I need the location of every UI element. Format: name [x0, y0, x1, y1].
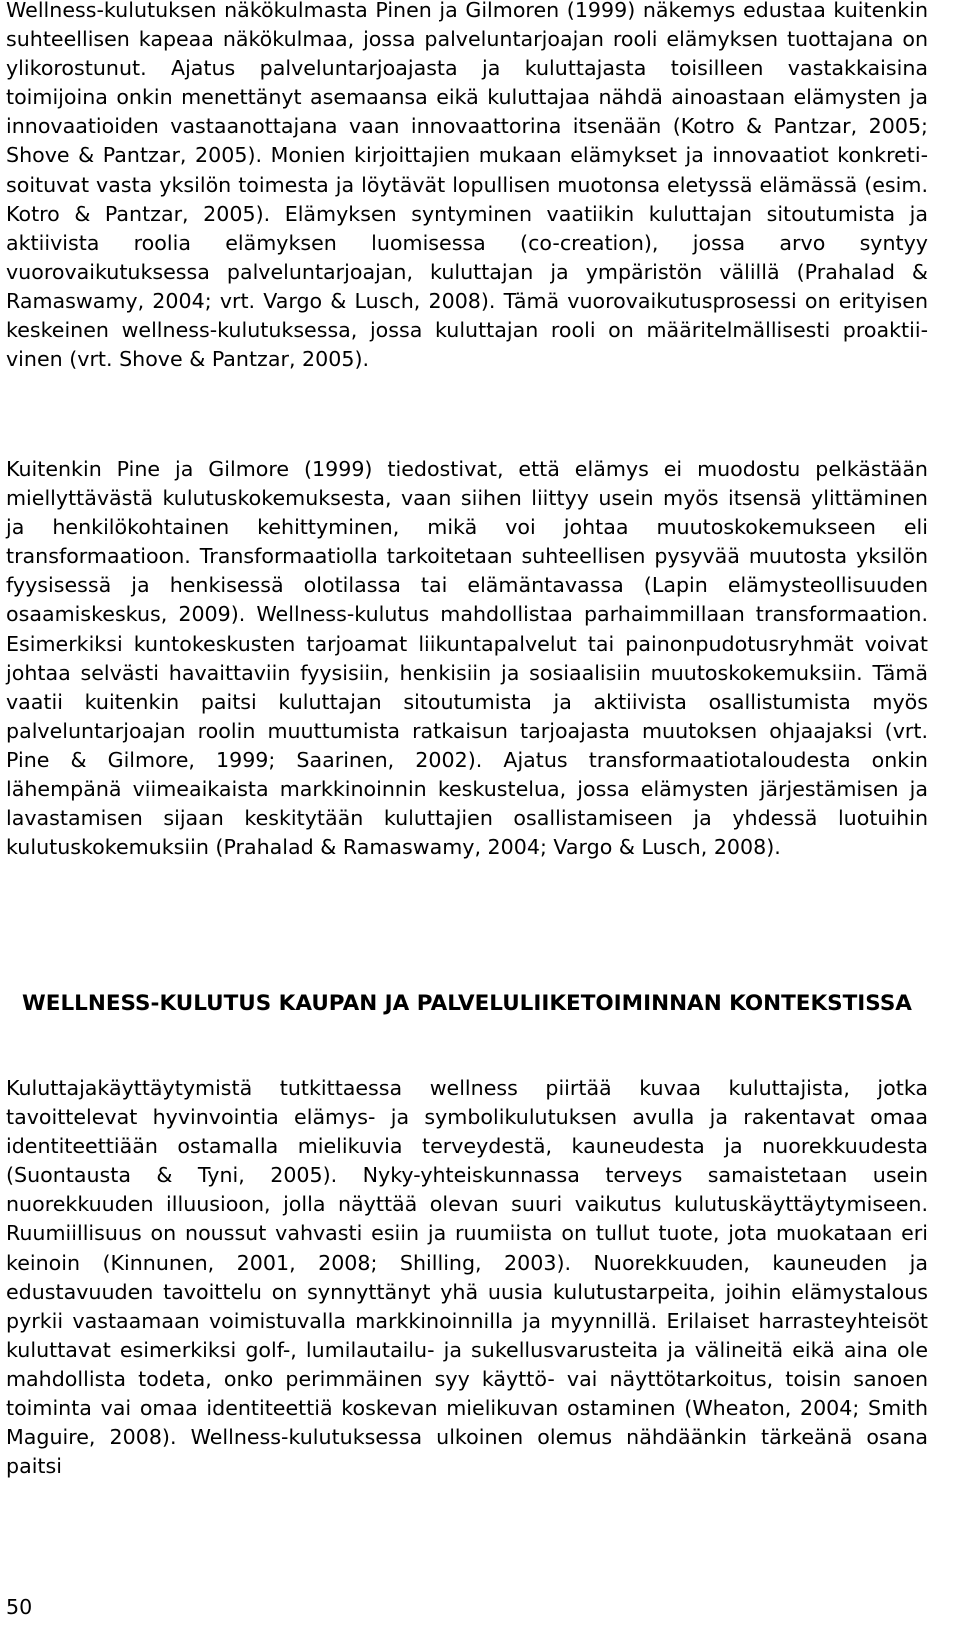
- section-heading: WELLNESS-KULUTUS KAUPAN JA PALVELULIIKETOIMINNAN KONTEKSTISSA: [22, 991, 912, 1016]
- body-paragraph: Kuluttajakäyttäytymistä tutkittaessa wellness piirtää kuvaa kuluttajista, jotka tavoittelevat hyvinvointia elämys- ja symbolikulutuksen avulla ja rakentavat omaa identiteettiään ostamalla mielikuvia terveydestä, kauneudesta ja nuorekkuudesta (Suontausta & Tyni, 2005). Nyky-yhteiskunnassa terveys samaistetaan usein nuorekkuuden illuusioon, jolla näyttää olevan suuri vaikutus kulutuskäyttäytymiseen. Ruumiillisuus on noussut vahvasti esiin ja ruumiista on tullut tuote, jota muokataan eri keinoin (Kinnunen, 2001, 2008; Shilling, 2003). Nuorekkuuden, kauneuden ja edustavuuden tavoittelu on synnyttänyt yhä uusia kulutustarpeita, joihin elämystalous pyrkii vastaamaan voimistuvalla markkinoinnilla ja myynnillä. Erilaiset harrasteyhteisöt kuluttavat esimerkiksi golf-, lumilautailu- ja sukellusvarusteita ja välineitä eikä aina ole mahdollista todeta, onko perimmäinen syy käyttö- vai näyttötarkoitus, toisin sanoen toiminta vai omaa identiteettiä koskevan mielikuvan ostaminen (Wheaton, 2004; Smith Maguire, 2008). Wellness-kulutuksessa ulkoinen olemus nähdäänkin tärkeänä osana paitsi: [6, 1076, 928, 1479]
- body-paragraph: Kuitenkin Pine ja Gilmore (1999) tiedostivat, että elämys ei muodostu pelkästään miellyttävästä kulutuskokemuksesta, vaan siihen liittyy usein myös itsensä ylittäminen ja henkilökohtainen kehittyminen, mikä voi johtaa muutoskokemukseen eli transformaatioon. Transformaatiolla tarkoitetaan suhteellisen pysyvää muutosta yksilön fyysisessä ja henkisessä olotilassa tai elämäntavassa (Lapin elämysteollisuuden osaamiskeskus, 2009). Wellness-kulutus mahdollistaa parhaimmillaan transformaation. Esimerkiksi kuntokeskusten tarjoamat liikuntapalvelut tai painonpudotusryhmät voivat johtaa selvästi havaittaviin fyysisiin, henkisiin ja sosiaalisiin muutoskokemuksiin. Tämä vaatii kuitenkin paitsi kuluttajan sitoutumista ja aktiivista osallistumista myös palveluntarjoajan roolin muuttumista ratkaisun tarjoajasta muutoksen ohjaajaksi (vrt. Pine & Gilmore, 1999; Saarinen, 2002). Ajatus transformaatiotaloudesta onkin lähempänä viimeaikaista markkinoinnin keskustelua, jossa elämysten järjestämisen ja lavastamisen sijaan keskitytään kuluttajien osallistamiseen ja yhdessä luotuihin kulutuskokemuksiin (Prahalad & Ramaswamy, 2004; Vargo & Lusch, 2008).: [6, 457, 928, 860]
- body-paragraph: Wellness-kulutuksen näkökulmasta Pinen ja Gilmoren (1999) näkemys edustaa kuitenkin suhteellisen kapeaa näkökulmaa, jossa palveluntarjoajan rooli elämyksen tuottajana on ylikorostunut. Ajatus palveluntarjoajasta ja kuluttajasta toisilleen vastakkaisina toimijoina onkin menettänyt asemaansa eikä kuluttajaa nähdä ainoastaan elämysten ja innovaatioiden vastaanottajana vaan innovaattorina itsenään (Kotro & Pantzar, 2005; Shove & Pantzar, 2005). Monien kirjoittajien mukaan elämykset ja innovaatiot konkretisoituvat vasta yksilön toimesta ja löytävät lopullisen muotonsa eletyssä elämässä (esim. Kotro & Pantzar, 2005). Elämyksen syntyminen vaatiikin kuluttajan sitoutumista ja aktiivista roolia elämyksen luomisessa (co-creation), jossa arvo syntyy vuorovaikutuksessa palveluntarjoajan, kuluttajan ja ympäristön välillä (Prahalad & Ramaswamy, 2004; vrt. Vargo & Lusch, 2008). Tämä vuorovaikutusprosessi on erityisen keskeinen wellness-kulutuksessa, jossa kuluttajan rooli on määritelmällisesti proaktiivinen (vrt. Shove & Pantzar, 2005).: [6, 0, 928, 372]
- page-number: 50: [6, 1595, 33, 1619]
